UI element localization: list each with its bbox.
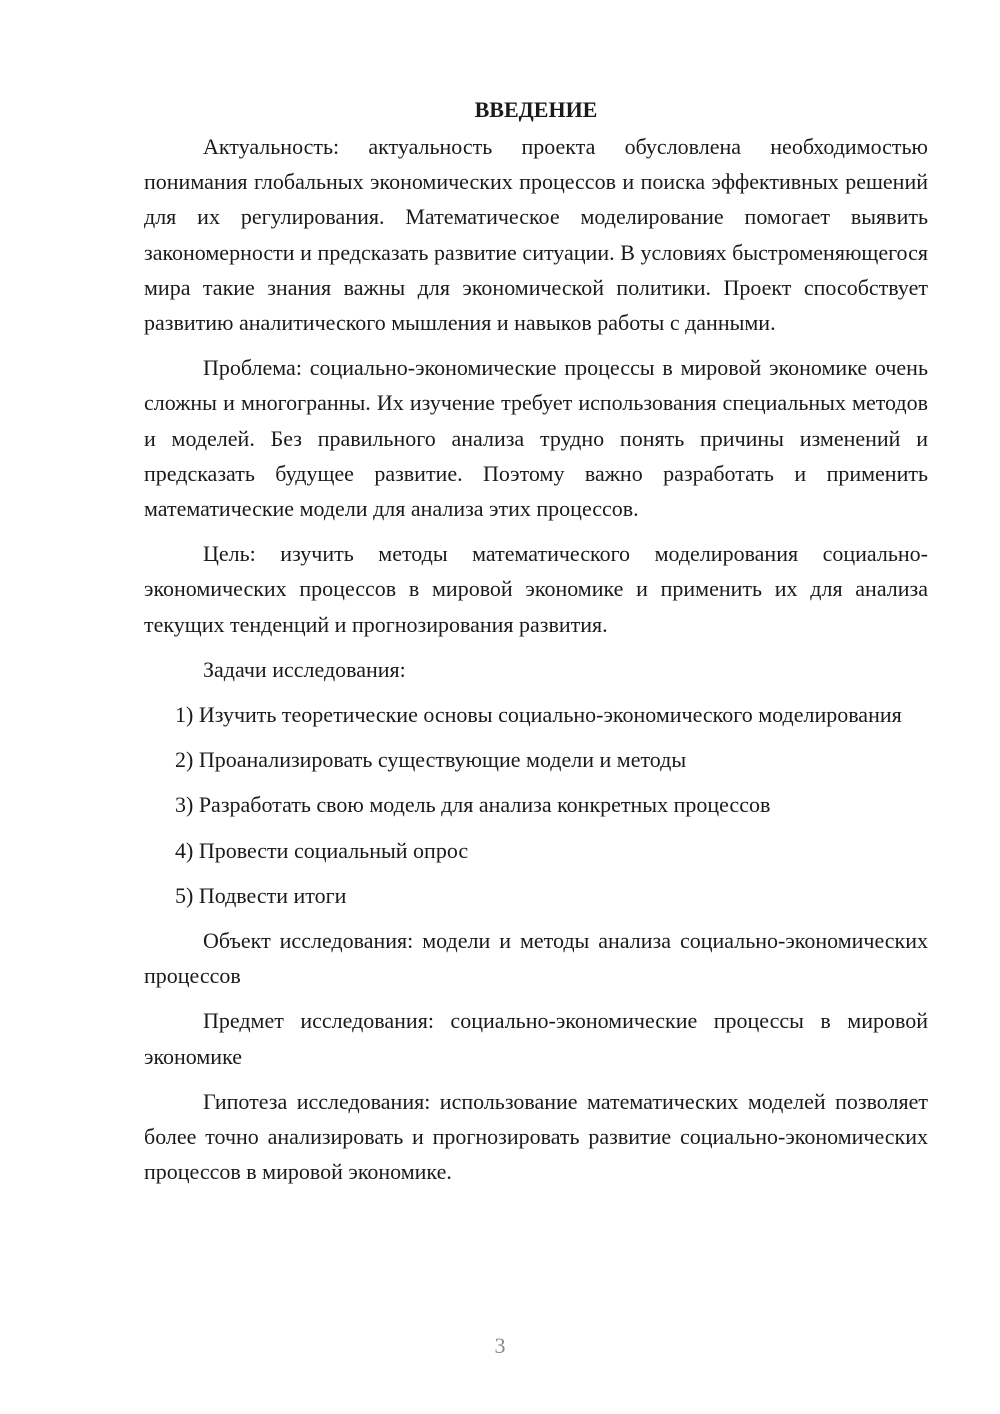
task-item: 2) Проанализировать существующие модели и методы: [175, 747, 687, 773]
goal-paragraph: Цель: изучить методы математического моделирования социально-экономических процессов в мировой экономике и применить их для анализа текущих тенденций и прогнозирования развития.: [144, 541, 928, 637]
task-item: 1) Изучить теоретические основы социально-экономического моделирования: [175, 702, 902, 728]
tasks-heading: Задачи исследования:: [203, 656, 406, 682]
subject-paragraph: Предмет исследования: социально-экономические процессы в мировой экономике: [144, 1008, 928, 1069]
task-item: 5) Подвести итоги: [175, 882, 347, 908]
hypothesis-paragraph: Гипотеза исследования: использование математических моделей позволяет более точно анализировать и прогнозировать развитие социально-экономических процессов в мировой экономике.: [144, 1088, 928, 1185]
page-number: 3: [494, 1333, 506, 1358]
section-title: ВВЕДЕНИЕ: [474, 97, 598, 122]
document-page: [144, 92, 928, 1199]
relevance-paragraph: Актуальность: актуальность проекта обусловлена необходимостью понимания глобальных экономических процессов и поиска эффективных решений для их регулирования. Математическое моделирование помогает выявить закономерности и предсказать развитие ситуации. В условиях быстроменяющегося мира такие знания важны для экономической политики. Проект способствует развитию аналитического мышления и навыков работы с данными.: [144, 134, 928, 336]
task-item: 4) Провести социальный опрос: [175, 837, 469, 863]
object-paragraph: Объект исследования: модели и методы анализа социально-экономических процессов: [144, 928, 928, 989]
problem-paragraph: Проблема: социально-экономические процессы в мировой экономике очень сложны и многогранны. Их изучение требует использования специальных методов и моделей. Без правильного анализа трудно понять причины изменений и предсказать будущее развитие. Поэтому важно разработать и применить математические модели для анализа этих процессов.: [144, 355, 928, 522]
task-item: 3) Разработать свою модель для анализа конкретных процессов: [175, 792, 771, 818]
